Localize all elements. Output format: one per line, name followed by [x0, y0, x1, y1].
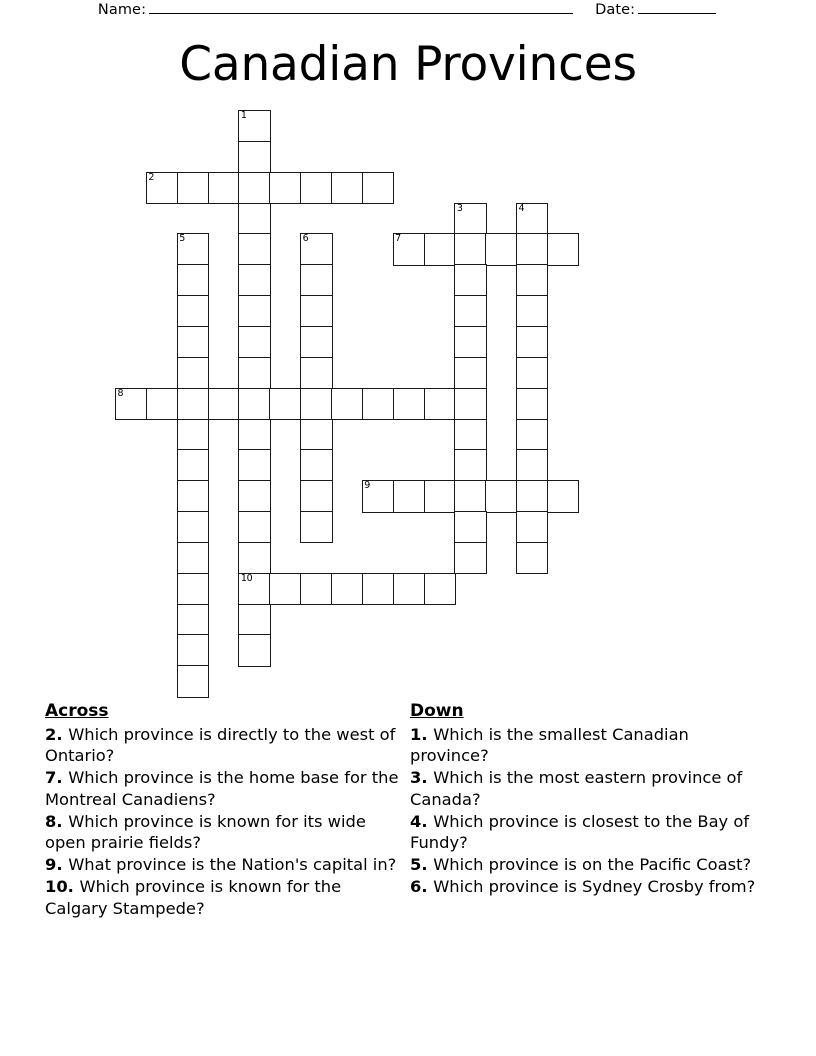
crossword-cell[interactable]	[238, 141, 270, 173]
crossword-cell[interactable]	[300, 511, 332, 543]
crossword-cell[interactable]	[238, 203, 270, 235]
crossword-cell[interactable]	[269, 573, 301, 605]
crossword-cell[interactable]	[516, 357, 548, 389]
crossword-cell[interactable]	[300, 573, 332, 605]
crossword-cell[interactable]	[146, 172, 178, 204]
crossword-cell[interactable]	[454, 419, 486, 451]
crossword-cell[interactable]	[177, 665, 209, 697]
crossword-cell[interactable]	[238, 634, 270, 666]
crossword-cell[interactable]	[238, 357, 270, 389]
crossword-cell[interactable]	[238, 326, 270, 358]
crossword-cell[interactable]	[485, 233, 517, 265]
crossword-cell[interactable]	[177, 388, 209, 420]
down-clue-column	[410, 700, 770, 899]
crossword-cell[interactable]	[177, 264, 209, 296]
crossword-cell[interactable]	[177, 573, 209, 605]
crossword-cell[interactable]	[454, 326, 486, 358]
crossword-cell[interactable]	[208, 388, 240, 420]
across-clue-list	[45, 724, 405, 919]
clue-item-across-10	[45, 876, 405, 918]
across-heading: Across	[45, 701, 109, 721]
crossword-cell[interactable]	[424, 388, 456, 420]
clue-number: 6.	[410, 877, 434, 897]
crossword-cell[interactable]	[238, 388, 270, 420]
clue-number: 10.	[45, 877, 80, 897]
crossword-cell[interactable]	[485, 480, 517, 512]
crossword-cell[interactable]	[516, 542, 548, 574]
crossword-cell[interactable]	[547, 480, 579, 512]
crossword-cell[interactable]	[516, 295, 548, 327]
crossword-cell[interactable]	[516, 419, 548, 451]
crossword-cell[interactable]	[331, 573, 363, 605]
crossword-cell[interactable]	[516, 449, 548, 481]
clue-number: 9.	[45, 855, 69, 875]
crossword-cell[interactable]	[177, 542, 209, 574]
crossword-cell[interactable]	[300, 357, 332, 389]
crossword-cell[interactable]	[177, 326, 209, 358]
crossword-cell[interactable]	[454, 511, 486, 543]
crossword-cell[interactable]	[238, 110, 270, 142]
crossword-cell[interactable]	[177, 511, 209, 543]
crossword-cell[interactable]	[238, 264, 270, 296]
clue-item-down-6	[410, 876, 770, 897]
crossword-cell[interactable]	[454, 542, 486, 574]
clue-text: Which province is the home base for the Montreal Canadiens?	[45, 768, 399, 809]
crossword-cell[interactable]	[238, 573, 270, 605]
cell-number: 3	[456, 202, 463, 214]
clue-text: Which province is on the Pacific Coast?	[433, 855, 752, 875]
crossword-cell[interactable]	[177, 295, 209, 327]
crossword-cell[interactable]	[300, 172, 332, 204]
crossword-cell[interactable]	[454, 357, 486, 389]
crossword-cell[interactable]	[331, 388, 363, 420]
crossword-cell[interactable]	[424, 233, 456, 265]
clue-number: 4.	[410, 811, 434, 831]
crossword-cell[interactable]	[454, 449, 486, 481]
clue-text: Which province is closest to the Bay of Fundy?	[410, 811, 750, 853]
page-title: Canadian Provinces	[179, 37, 637, 92]
cell-number: 10	[240, 572, 253, 584]
crossword-cell[interactable]	[454, 264, 486, 296]
clue-number: 5.	[410, 855, 434, 875]
crossword-cell[interactable]	[238, 542, 270, 574]
crossword-cell[interactable]	[454, 480, 486, 512]
crossword-cell[interactable]	[269, 388, 301, 420]
cell-number: 1	[240, 110, 247, 121]
crossword-cell[interactable]	[177, 419, 209, 451]
crossword-cell[interactable]	[424, 480, 456, 512]
crossword-cell[interactable]	[269, 172, 301, 204]
clues-section	[0, 700, 816, 980]
crossword-cell[interactable]	[300, 480, 332, 512]
clue-item-across-7	[45, 767, 405, 809]
crossword-cell[interactable]	[454, 233, 486, 265]
clue-text: Which province is directly to the west of Ontario?	[45, 725, 396, 766]
crossword-cell[interactable]	[454, 388, 486, 420]
crossword-cell[interactable]	[300, 419, 332, 451]
cell-number: 7	[395, 233, 401, 245]
crossword-cell[interactable]	[177, 634, 209, 666]
clue-text: Which province is known for its wide open prairie fields?	[45, 811, 366, 853]
crossword-cell[interactable]	[177, 233, 209, 265]
crossword-cell[interactable]	[238, 480, 270, 512]
cell-number: 5	[179, 233, 185, 245]
crossword-cell[interactable]	[238, 233, 270, 265]
crossword-cell[interactable]	[424, 573, 456, 605]
crossword-cell[interactable]	[177, 480, 209, 512]
clue-number: 3.	[410, 768, 434, 788]
crossword-cell[interactable]	[516, 480, 548, 512]
cell-number: 4	[518, 202, 525, 214]
clue-item-down-4	[410, 811, 770, 853]
cell-number: 2	[148, 171, 155, 183]
cell-number: 8	[117, 387, 124, 399]
crossword-cell[interactable]	[393, 388, 425, 420]
clue-item-down-5	[410, 854, 770, 875]
crossword-cell[interactable]	[362, 388, 394, 420]
crossword-cell[interactable]	[238, 511, 270, 543]
clue-number: 8.	[45, 811, 69, 831]
down-clue-list	[410, 724, 770, 898]
crossword-cell[interactable]	[177, 449, 209, 481]
crossword-cell[interactable]	[516, 326, 548, 358]
clue-item-across-9	[45, 854, 405, 875]
cell-number: 9	[364, 480, 371, 492]
across-clue-column	[45, 700, 405, 920]
crossword-cell[interactable]	[300, 295, 332, 327]
clue-text: Which province is Sydney Crosby from?	[433, 877, 756, 897]
crossword-cell[interactable]	[146, 388, 178, 420]
crossword-cell[interactable]	[238, 604, 270, 636]
clue-item-across-2	[45, 724, 405, 766]
crossword-cell[interactable]	[516, 388, 548, 420]
crossword-cell[interactable]	[362, 172, 394, 204]
crossword-cell[interactable]	[238, 449, 270, 481]
clue-number: 7.	[45, 768, 69, 788]
date-label: Date:	[595, 2, 636, 18]
clue-text: Which is the smallest Canadian province?	[410, 725, 689, 766]
crossword-cell[interactable]	[238, 172, 270, 204]
crossword-cell[interactable]	[516, 264, 548, 296]
crossword-cell[interactable]	[177, 357, 209, 389]
crossword-cell[interactable]	[208, 172, 240, 204]
crossword-cell[interactable]	[516, 511, 548, 543]
crossword-cell[interactable]	[516, 233, 548, 265]
crossword-cell[interactable]	[393, 573, 425, 605]
clue-item-across-8	[45, 811, 405, 853]
crossword-cell[interactable]	[393, 233, 425, 265]
crossword-cell[interactable]	[177, 604, 209, 636]
clue-number: 1.	[410, 725, 434, 744]
crossword-cell[interactable]	[454, 295, 486, 327]
crossword-cell[interactable]	[300, 264, 332, 296]
down-heading: Down	[410, 701, 464, 721]
clue-item-down-3	[410, 767, 770, 809]
crossword-cell[interactable]	[393, 480, 425, 512]
clue-text: Which province is known for the Calgary Stampede?	[45, 877, 342, 918]
crossword-cell[interactable]	[300, 449, 332, 481]
clue-item-down-1	[410, 724, 770, 766]
crossword-cell[interactable]	[238, 419, 270, 451]
clue-text: What province is the Nation's capital in?	[68, 855, 397, 875]
clue-text: Which is the most eastern province of Canada?	[410, 768, 743, 809]
crossword-cell[interactable]	[177, 172, 209, 204]
crossword-cell[interactable]	[300, 233, 332, 265]
crossword-cell[interactable]	[516, 203, 548, 235]
crossword-cell[interactable]	[300, 326, 332, 358]
crossword-cell[interactable]	[300, 388, 332, 420]
crossword-cell[interactable]	[362, 573, 394, 605]
cell-number: 6	[302, 233, 309, 245]
crossword-cell[interactable]	[238, 295, 270, 327]
crossword-cell[interactable]	[362, 480, 394, 512]
crossword-cell[interactable]	[454, 203, 486, 235]
crossword-cell[interactable]	[115, 388, 147, 420]
crossword-cell[interactable]	[331, 172, 363, 204]
crossword-cell[interactable]	[547, 233, 579, 265]
clue-number: 2.	[45, 725, 69, 744]
name-label: Name:	[97, 2, 147, 18]
